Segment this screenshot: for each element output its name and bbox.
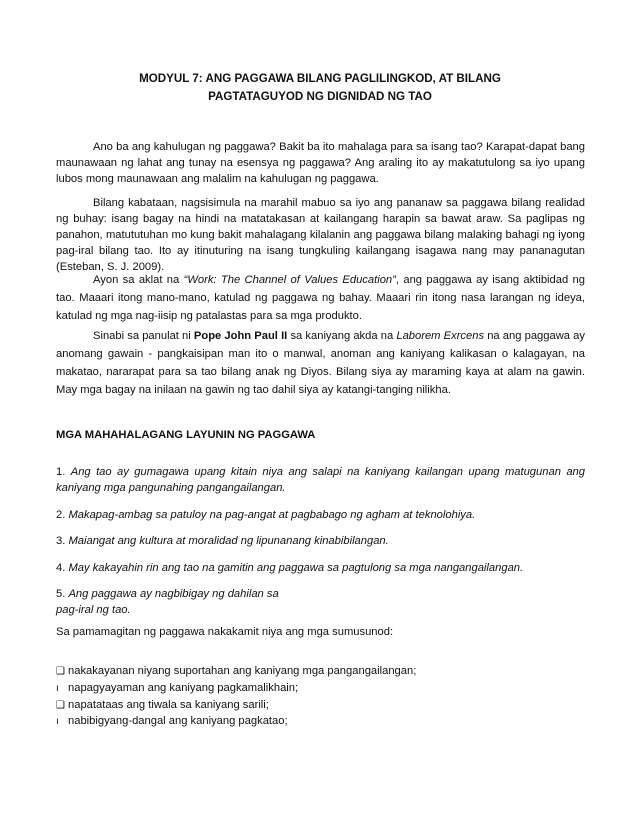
paragraph-intro: Ano ba ang kahulugan ng paggawa? Bakit ba ito mahalaga para sa isang tao? Karapat-dapat bang maunawaan ng lahat ang tunay na esensya ng paggawa? Ang araling ito ay makatutulong sa iyo upang lubos mong maunawaan ang malalim na kahulugan ng paggawa. [56, 141, 585, 185]
objective-text: Maiangat ang kultura at moralidad ng lipunanang kinabibilangan. [68, 535, 389, 547]
author-name: Pope John Paul II [193, 330, 288, 342]
bullet-icon: ı [56, 716, 59, 728]
objective-number: 4. [56, 562, 69, 574]
p3-before: Ayon sa aklat na [93, 274, 184, 286]
objective-1 [56, 465, 585, 497]
list-intro: Sa pamamagitan ng paggawa nakakamit niya ang mga sumusunod: [56, 626, 394, 638]
p4-before: Sinabi sa panulat ni [93, 330, 194, 342]
checkbox-icon: ❑ [56, 699, 65, 711]
list-item [56, 713, 585, 730]
paragraph-aklat [56, 271, 585, 325]
objective-2 [56, 508, 585, 524]
encyclical-title: Laborem Exrcens [396, 330, 485, 342]
objective-number: 5. [56, 588, 69, 600]
title-line-2: PAGTATAGUYOD NG DIGNIDAD NG TAO [208, 89, 432, 103]
list-item [56, 680, 585, 697]
p4-mid: sa kaniyang akda na [287, 330, 397, 342]
objective-number: 1. [56, 466, 71, 478]
objective-text: Makapag-ambag sa patuloy na pag-angat at pagbabago ng agham at teknolohiya. [68, 509, 476, 521]
checkbox-icon: ❑ [56, 666, 65, 677]
section-heading: MGA MAHAHALAGANG LAYUNIN NG PAGGAWA [56, 429, 316, 441]
paragraph-pope [56, 327, 585, 400]
p3-after: , ang paggawa ay isang aktibidad ng tao. Maaari itong mano-mano, katulad ng paggawa ng bahay. Maaari rin itong nasa larangan ng ideya, katulad ng mga nag-iisip ng patalastas para sa mga produkto. [56, 274, 585, 323]
bullet-icon: ı [56, 682, 59, 694]
list-item [56, 697, 585, 714]
list-item [56, 663, 585, 680]
objective-text-line-2: pag-iral ng tao. [56, 603, 131, 616]
paragraph-kabataan: Bilang kabataan, nagsisimula na marahil mabuo sa iyo ang pananaw sa paggawa bilang realidad ng buhay: isang bagay na hindi na matatakasan at kailangang harapin sa bawat araw. Sa paglipas ng panahon, matututuhan mo kung bakit mahalagang kilalanin ang paggawa bilang malaking bahagi ng iyong pag-iral bilang tao. Ito ay itinuturing na isang tungkuling kailangang isagawa nang may pananagutan (Esteban, S. J. 2009). [56, 197, 585, 273]
list-item-text: napatataas ang tiwala sa kaniyang sarili; [68, 698, 269, 711]
achievements-list [56, 663, 585, 730]
p4-after: na ang paggawa ay anomang gawain - pangkaisipan man ito o manwal, anoman ang kaniyang kalikasan o kalagayan, na makatao, nararapat para sa tao bilang anak ng Diyos. Bilang siya ay maraming kaya at alam na gawin. May mga bagay na inilaan na gawin ng tao dahil siya ay katangi-tanging nilikha. [56, 330, 585, 397]
objective-3 [56, 534, 585, 550]
objective-5 [56, 587, 585, 619]
objective-4 [56, 561, 585, 577]
module-title [60, 70, 580, 106]
objective-number: 3. [56, 535, 69, 547]
list-item-text: nabibigyang-dangal ang kaniyang pagkatao; [68, 715, 288, 728]
title-line-1: MODYUL 7: ANG PAGGAWA BILANG PAGLILINGKOD, AT BILANG [139, 72, 501, 85]
objective-text: May kakayahin rin ang tao na gamitin ang paggawa sa pagtulong sa mga nangangailangan. [68, 562, 524, 574]
list-item-text: napagyayaman ang kaniyang pagkamalikhain; [68, 681, 299, 694]
objective-number: 2. [56, 509, 69, 521]
objective-text: Ang tao ay gumagawa upang kitain niya ang salapi na kaniyang kailangan upang matugunan ang kaniyang mga pangunahing pangangailangan. [56, 466, 585, 494]
objective-text-line-1: Ang paggawa ay nagbibigay ng dahilan sa [68, 588, 279, 600]
book-title: “Work: The Channel of Values Education” [183, 274, 396, 286]
list-item-text: nakakayanan niyang suportahan ang kaniyang mga pangangailangan; [68, 665, 417, 677]
